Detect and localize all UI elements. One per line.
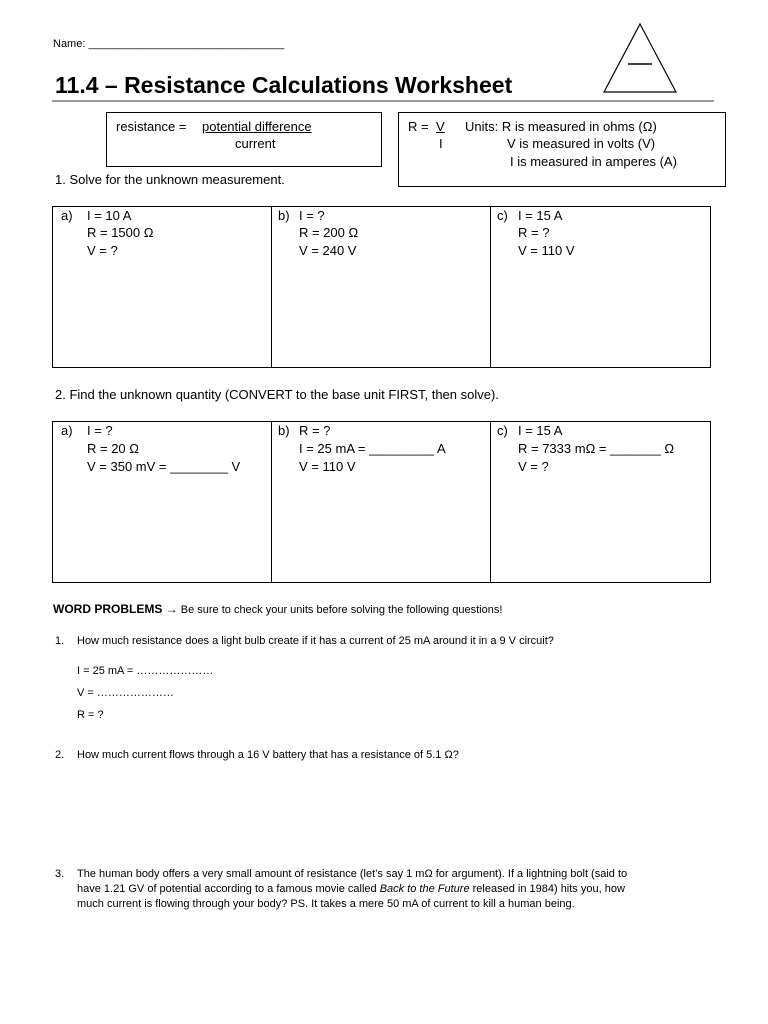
cell-line-3: V = ? — [87, 243, 118, 258]
formula-box — [106, 112, 382, 167]
q1-cell-a[interactable] — [53, 207, 272, 368]
r-equals: R = — [408, 119, 429, 134]
q2-cell-a[interactable] — [53, 422, 272, 583]
word-problems-instruction: Be sure to check your units before solving the following questions! — [177, 604, 503, 616]
p3-line-3: much current is flowing through your body? PS. It takes a mere 50 mA of current to kill a human being. — [77, 898, 575, 910]
cell-label: b) — [278, 423, 290, 438]
q1-cell-c[interactable] — [491, 207, 711, 368]
cell-label: c) — [497, 423, 508, 438]
q1-prompt: 1. Solve for the unknown measurement. — [55, 172, 285, 187]
cell-label: a) — [61, 423, 73, 438]
cell-line-2: R = ? — [518, 225, 550, 240]
cell-label: b) — [278, 208, 290, 223]
units-line-3: I is measured in amperes (A) — [510, 154, 677, 169]
p2-number: 2. — [55, 749, 65, 761]
formula-left: resistance = — [116, 119, 187, 134]
p1-number: 1. — [55, 635, 65, 647]
cell-line-2: R = 1500 Ω — [87, 225, 154, 240]
cell-line-1: I = 15 A — [518, 423, 563, 438]
arrow-icon: → — [165, 602, 178, 616]
cell-line-2: I = 25 mA = _________ A — [299, 441, 446, 456]
p1-given-resistance: R = ? — [77, 709, 104, 721]
units-box — [398, 112, 726, 187]
p3-line-1: The human body offers a very small amount of resistance (let’s say 1 mΩ for argument). If a lightning bolt (said to — [77, 868, 628, 880]
name-field[interactable]: Name: ________________________________ — [53, 38, 285, 50]
cell-line-3: V = ? — [518, 459, 549, 474]
cell-line-1: I = ? — [87, 423, 113, 438]
q2-table — [52, 421, 711, 583]
cell-line-2: R = 20 Ω — [87, 441, 139, 456]
cell-line-3: V = 240 V — [299, 243, 357, 258]
p3-line-2-start: have 1.21 GV of potential according to a famous movie called — [77, 883, 380, 895]
q2-cell-b[interactable] — [272, 422, 491, 583]
r-denominator: I — [439, 136, 443, 151]
formula-numerator: potential difference — [202, 119, 312, 134]
p3-line-2-end: released in 1984) hits you, how — [469, 883, 625, 895]
p1-given-voltage[interactable]: V = ………………… — [77, 687, 174, 699]
q2-prompt: 2. Find the unknown quantity (CONVERT to the base unit FIRST, then solve). — [55, 387, 499, 402]
cell-line-3: V = 110 V — [299, 459, 356, 474]
word-problems-header — [53, 602, 502, 616]
formula-denominator: current — [235, 136, 276, 151]
units-line-1: Units: R is measured in ohms (Ω) — [465, 119, 657, 134]
cell-line-3: V = 110 V — [518, 243, 575, 258]
cell-label: c) — [497, 208, 508, 223]
cell-line-1: I = 10 A — [87, 208, 132, 223]
units-line-2: V is measured in volts (V) — [507, 136, 656, 151]
cell-line-2: R = 7333 mΩ = _______ Ω — [518, 441, 675, 456]
cell-line-3: V = 350 mV = ________ V — [87, 459, 241, 474]
r-numerator: V — [436, 119, 445, 134]
cell-line-2: R = 200 Ω — [299, 225, 359, 240]
p1-given-current[interactable]: I = 25 mA = ………………… — [77, 665, 214, 677]
word-problems-heading: WORD PROBLEMS — [53, 602, 163, 616]
triangle-icon — [600, 22, 680, 99]
p3-number: 3. — [55, 868, 65, 880]
q2-cell-c[interactable] — [491, 422, 711, 583]
title-divider — [52, 100, 714, 102]
cell-line-1: R = ? — [299, 423, 331, 438]
movie-title: Back to the Future — [379, 883, 470, 895]
cell-line-1: I = 15 A — [518, 208, 563, 223]
page-title: 11.4 – Resistance Calculations Worksheet — [55, 72, 513, 98]
q1-cell-b[interactable] — [272, 207, 491, 368]
p2-text: How much current flows through a 16 V battery that has a resistance of 5.1 Ω? — [77, 749, 459, 761]
cell-line-1: I = ? — [299, 208, 325, 223]
q1-table — [52, 206, 711, 368]
cell-label: a) — [61, 208, 73, 223]
p3-line-2 — [77, 883, 625, 895]
p1-text: How much resistance does a light bulb create if it has a current of 25 mA around it in a 9 V circuit? — [77, 635, 554, 647]
